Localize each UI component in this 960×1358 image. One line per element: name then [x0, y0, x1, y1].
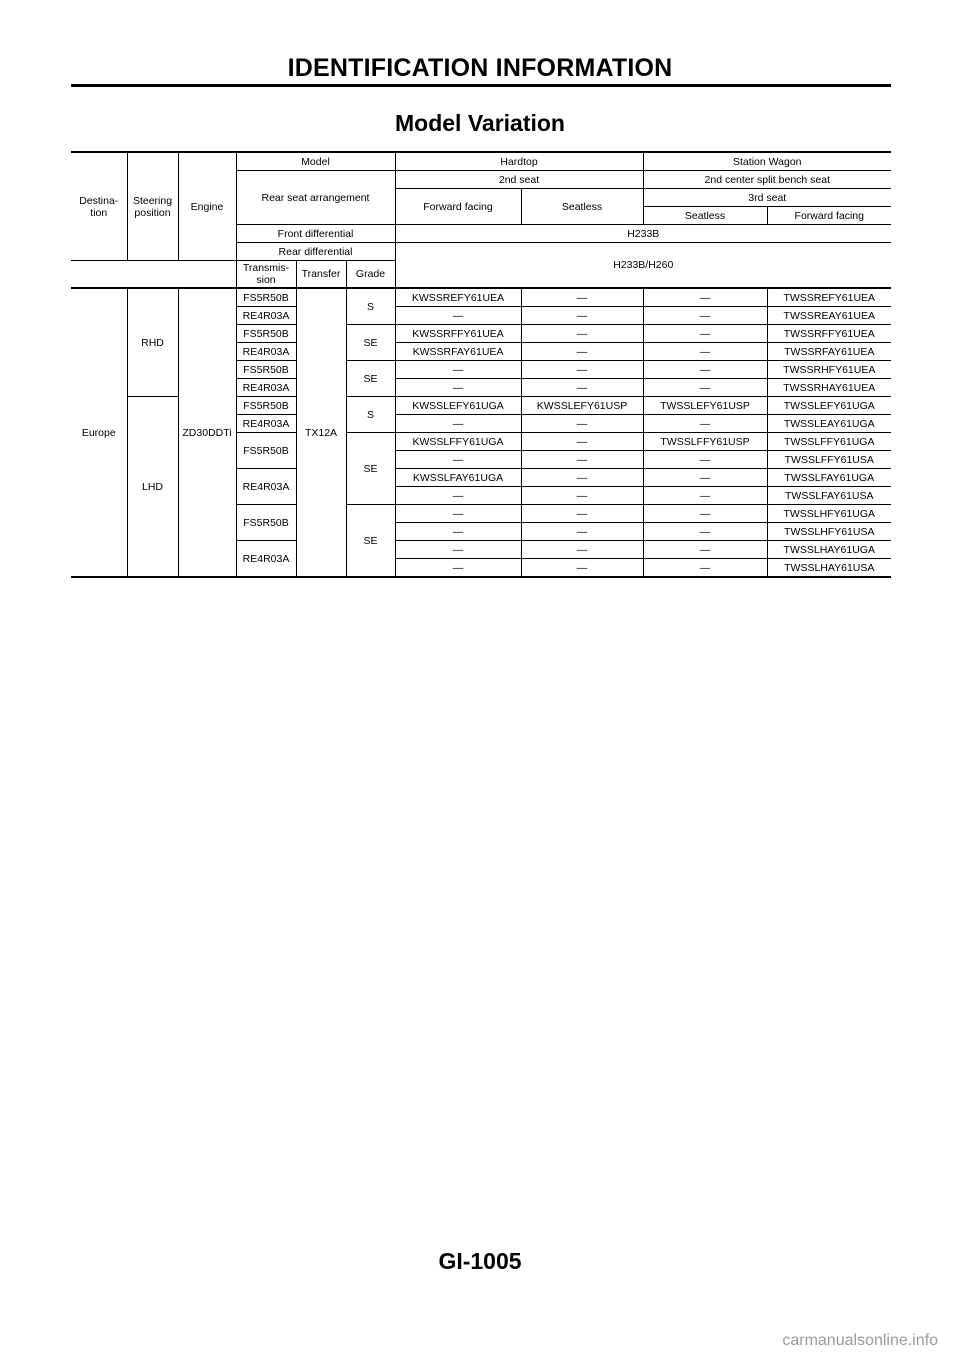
model-code-cell: — — [521, 505, 643, 523]
model-code-cell: KWSSLEFY61UGA — [395, 397, 521, 415]
model-code-cell: TWSSRHFY61UEA — [767, 361, 891, 379]
model-code-cell: — — [643, 325, 767, 343]
model-code-cell: — — [643, 523, 767, 541]
header-model: Model — [236, 152, 395, 171]
steering-rhd-cell: RHD — [127, 288, 178, 397]
model-code-cell: — — [395, 451, 521, 469]
model-code-cell: — — [643, 379, 767, 397]
model-code-cell: TWSSLHFY61UGA — [767, 505, 891, 523]
transmission-cell: RE4R03A — [236, 343, 296, 361]
value-rear-differential: H233B/H260 — [395, 243, 891, 289]
header-3rd-seat: 3rd seat — [643, 189, 891, 207]
header-3rd-forward-facing: Forward facing — [767, 207, 891, 225]
model-code-cell: — — [643, 307, 767, 325]
model-code-cell: KWSSLFAY61UGA — [395, 469, 521, 487]
model-code-cell: — — [643, 415, 767, 433]
transmission-cell: RE4R03A — [236, 469, 296, 505]
model-code-cell: TWSSLHFY61USA — [767, 523, 891, 541]
header-rule — [71, 84, 891, 87]
model-variation-table — [71, 151, 891, 578]
model-code-cell: TWSSLEAY61UGA — [767, 415, 891, 433]
model-code-cell: — — [643, 487, 767, 505]
model-code-cell: — — [521, 487, 643, 505]
model-code-cell: TWSSLHAY61USA — [767, 559, 891, 578]
header-destination: Destina- tion — [71, 152, 127, 261]
model-code-cell: — — [395, 379, 521, 397]
transmission-cell: FS5R50B — [236, 505, 296, 541]
model-code-cell: — — [395, 487, 521, 505]
steering-lhd-cell: LHD — [127, 397, 178, 578]
header-2nd-seat: 2nd seat — [395, 171, 643, 189]
header-title: IDENTIFICATION INFORMATION — [287, 54, 673, 82]
transfer-cell: TX12A — [296, 288, 346, 577]
header-front-differential: Front differential — [236, 225, 395, 243]
model-code-cell: TWSSRFFY61UEA — [767, 325, 891, 343]
model-code-cell: TWSSLFFY61USA — [767, 451, 891, 469]
model-code-cell: — — [521, 433, 643, 451]
model-code-cell: — — [643, 288, 767, 307]
grade-cell: SE — [346, 325, 395, 361]
grade-cell: SE — [346, 433, 395, 505]
model-code-cell: TWSSREAY61UEA — [767, 307, 891, 325]
model-code-cell: TWSSLEFY61UGA — [767, 397, 891, 415]
destination-cell: Europe — [71, 288, 127, 577]
model-code-cell: KWSSLFFY61UGA — [395, 433, 521, 451]
grade-cell: SE — [346, 505, 395, 578]
model-code-cell: — — [521, 307, 643, 325]
transmission-cell: FS5R50B — [236, 361, 296, 379]
model-code-cell: — — [643, 469, 767, 487]
model-code-cell: — — [643, 361, 767, 379]
watermark: carmanualsonline.info — [782, 1332, 938, 1349]
model-code-cell: — — [643, 541, 767, 559]
model-code-cell: TWSSLFAY61UGA — [767, 469, 891, 487]
header-rear-differential-blank — [71, 261, 236, 289]
header-2nd-center-split-bench-seat: 2nd center split bench seat — [643, 171, 891, 189]
page-code: GI-1005 — [438, 1248, 522, 1274]
model-code-cell: — — [521, 361, 643, 379]
model-code-cell: — — [521, 379, 643, 397]
model-code-cell: — — [395, 523, 521, 541]
header-transmission: Transmis- sion — [236, 261, 296, 289]
value-front-differential: H233B — [395, 225, 891, 243]
grade-cell: S — [346, 397, 395, 433]
model-code-cell: — — [395, 307, 521, 325]
model-code-cell: — — [521, 469, 643, 487]
model-code-cell: — — [395, 415, 521, 433]
model-code-cell: — — [521, 288, 643, 307]
model-code-cell: — — [521, 541, 643, 559]
model-code-cell: — — [521, 559, 643, 578]
transmission-cell: FS5R50B — [236, 325, 296, 343]
header-seatless: Seatless — [521, 189, 643, 225]
transmission-cell: FS5R50B — [236, 288, 296, 307]
grade-cell: SE — [346, 361, 395, 397]
model-code-cell: TWSSRHAY61UEA — [767, 379, 891, 397]
header-engine: Engine — [178, 152, 236, 261]
transmission-cell: RE4R03A — [236, 379, 296, 397]
model-code-cell: — — [521, 451, 643, 469]
model-code-cell: KWSSLEFY61USP — [521, 397, 643, 415]
model-code-cell: — — [395, 505, 521, 523]
header-grade: Grade — [346, 261, 395, 289]
header-forward-facing: Forward facing — [395, 189, 521, 225]
model-code-cell: — — [395, 559, 521, 578]
model-code-cell: KWSSRFAY61UEA — [395, 343, 521, 361]
transmission-cell: RE4R03A — [236, 307, 296, 325]
model-code-cell: TWSSREFY61UEA — [767, 288, 891, 307]
model-code-cell: TWSSLFAY61USA — [767, 487, 891, 505]
model-code-cell: — — [521, 325, 643, 343]
model-code-cell: — — [643, 505, 767, 523]
header-3rd-seatless: Seatless — [643, 207, 767, 225]
model-code-cell: TWSSLHAY61UGA — [767, 541, 891, 559]
grade-cell: S — [346, 288, 395, 325]
model-code-cell: — — [395, 541, 521, 559]
transmission-cell: RE4R03A — [236, 415, 296, 433]
section-title: Model Variation — [395, 110, 565, 136]
header-steering-position: Steering position — [127, 152, 178, 261]
model-code-cell: KWSSREFY61UEA — [395, 288, 521, 307]
model-code-cell: — — [643, 559, 767, 578]
header-rear-differential: Rear differential — [236, 243, 395, 261]
model-code-cell: TWSSLEFY61USP — [643, 397, 767, 415]
model-code-cell: — — [521, 523, 643, 541]
model-code-cell: — — [521, 343, 643, 361]
model-code-cell: TWSSLFFY61USP — [643, 433, 767, 451]
model-code-cell: TWSSLFFY61UGA — [767, 433, 891, 451]
header-station-wagon: Station Wagon — [643, 152, 891, 171]
model-code-cell: — — [643, 343, 767, 361]
transmission-cell: RE4R03A — [236, 541, 296, 578]
model-code-cell: TWSSRFAY61UEA — [767, 343, 891, 361]
model-variation-table-wrap — [71, 151, 891, 578]
transmission-cell: FS5R50B — [236, 433, 296, 469]
model-code-cell: — — [521, 415, 643, 433]
table-row — [71, 288, 891, 307]
header-rear-seat-arrangement: Rear seat arrangement — [236, 171, 395, 225]
model-code-cell: — — [395, 361, 521, 379]
transmission-cell: FS5R50B — [236, 397, 296, 415]
model-code-cell: KWSSRFFY61UEA — [395, 325, 521, 343]
header-transfer: Transfer — [296, 261, 346, 289]
model-code-cell: — — [643, 451, 767, 469]
engine-cell: ZD30DDTi — [178, 288, 236, 577]
header-hardtop: Hardtop — [395, 152, 643, 171]
